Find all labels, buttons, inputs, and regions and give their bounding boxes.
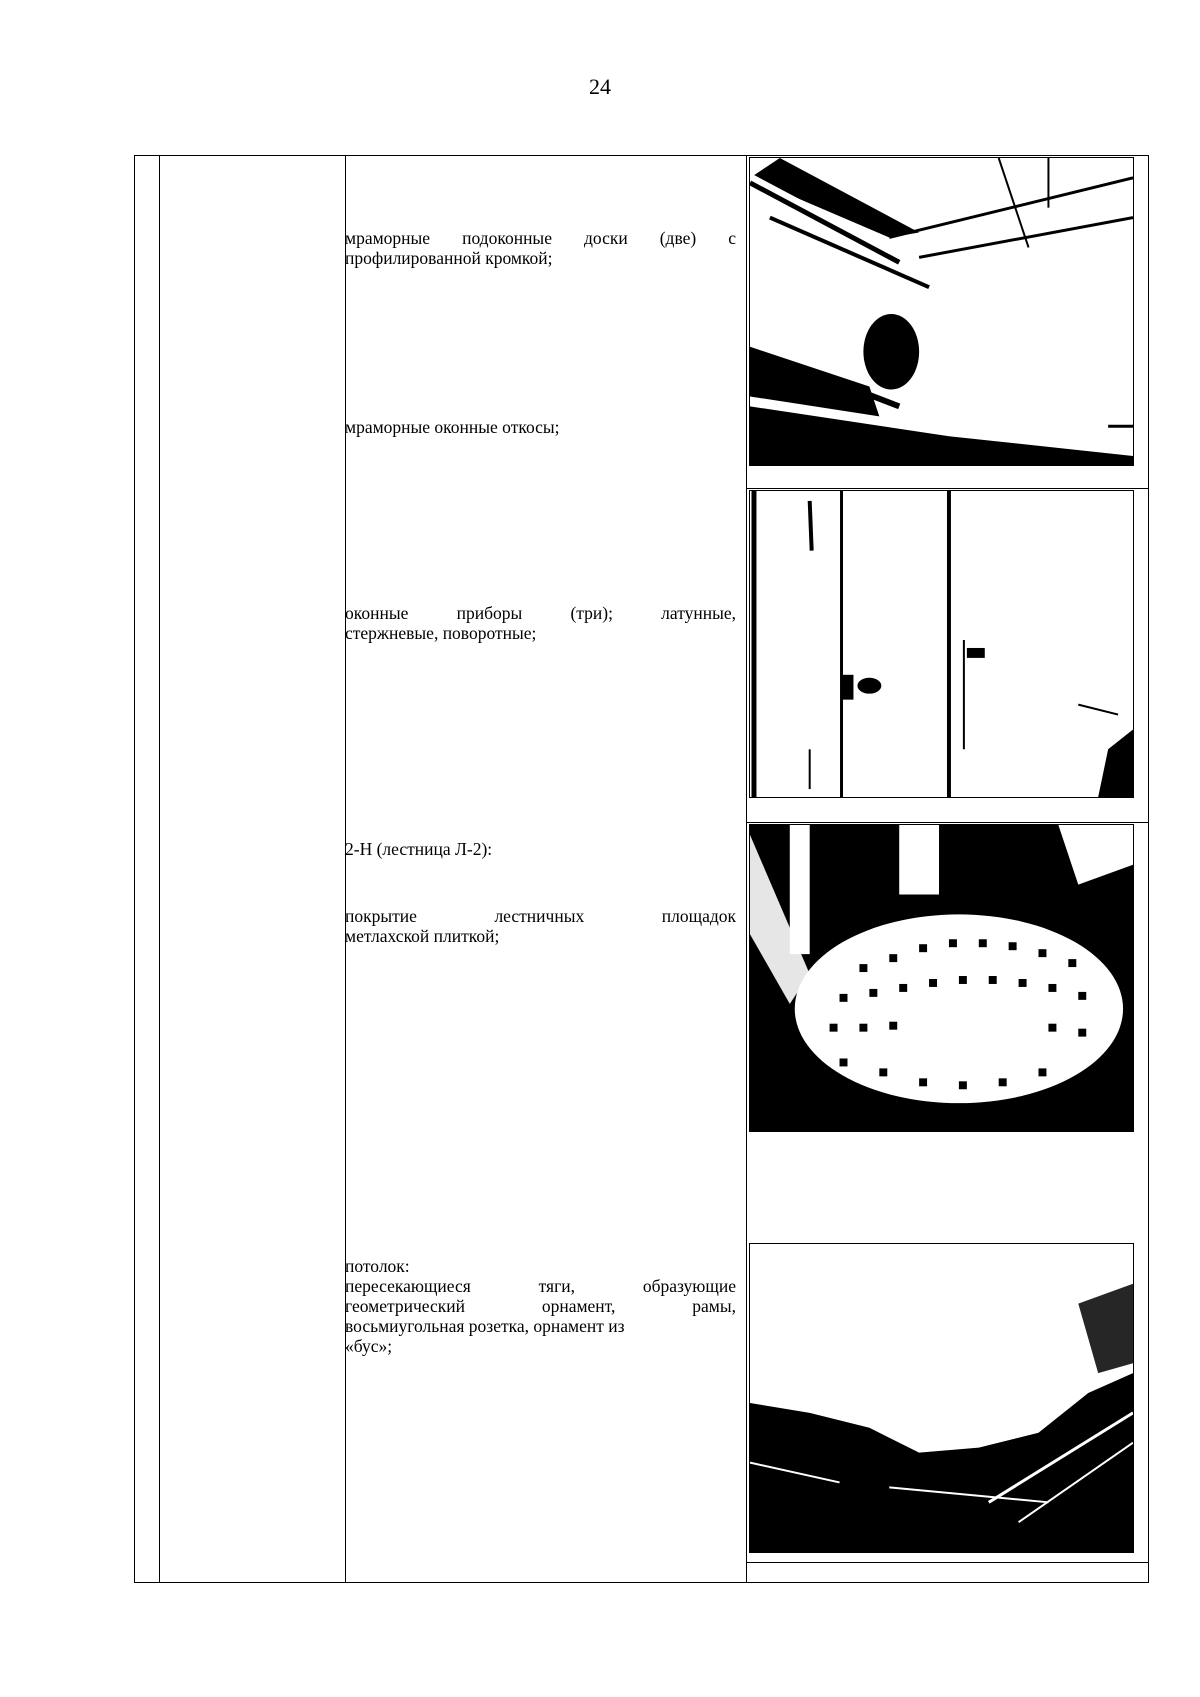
photo-cell-separator xyxy=(746,488,1149,489)
item-ceiling xyxy=(345,1256,736,1356)
item-line: покрытие лестничных площадок xyxy=(345,906,736,926)
stair-landing-tile-image xyxy=(750,825,1133,1131)
ceiling-ornament-photo xyxy=(749,1243,1134,1553)
item-landing-tiles xyxy=(345,906,736,946)
item-line: мраморные подоконные доски (две) с xyxy=(345,228,736,248)
item-line: профилированной кромкой; xyxy=(345,248,553,268)
item-line: 2-Н (лестница Л-2): xyxy=(345,839,493,859)
item-window-sills xyxy=(345,228,736,268)
item-line: пересекающиеся тяги, образующие xyxy=(345,1276,736,1296)
item-line: оконные приборы (три); латунные, xyxy=(345,603,736,623)
ceiling-ornament-image xyxy=(750,1244,1133,1552)
item-line: потолок: xyxy=(345,1256,410,1276)
item-line: мраморные оконные откосы; xyxy=(345,417,560,437)
photo-cell-separator xyxy=(746,1562,1149,1563)
item-line: стержневые, поворотные; xyxy=(345,623,537,643)
stair-landing-tile-photo xyxy=(749,824,1134,1132)
item-window-hardware xyxy=(345,603,736,643)
column-divider-3 xyxy=(746,155,747,1583)
item-window-reveals xyxy=(345,417,736,437)
item-line: геометрический орнамент, рамы, xyxy=(345,1296,736,1316)
window-sill-photo xyxy=(749,157,1134,466)
window-hardware-image xyxy=(750,491,1133,797)
window-sill-image xyxy=(750,158,1133,465)
photo-cell-separator xyxy=(746,822,1149,823)
item-line: метлахской плиткой; xyxy=(345,926,500,946)
page-number: 24 xyxy=(589,74,611,99)
column-divider-1 xyxy=(159,155,160,1583)
column-divider-2 xyxy=(345,155,346,1583)
item-line: восьмиугольная розетка, орнамент из xyxy=(345,1316,625,1336)
window-hardware-photo xyxy=(749,490,1134,798)
item-line: «бус»; xyxy=(345,1336,393,1356)
item-staircase-heading xyxy=(345,839,736,859)
